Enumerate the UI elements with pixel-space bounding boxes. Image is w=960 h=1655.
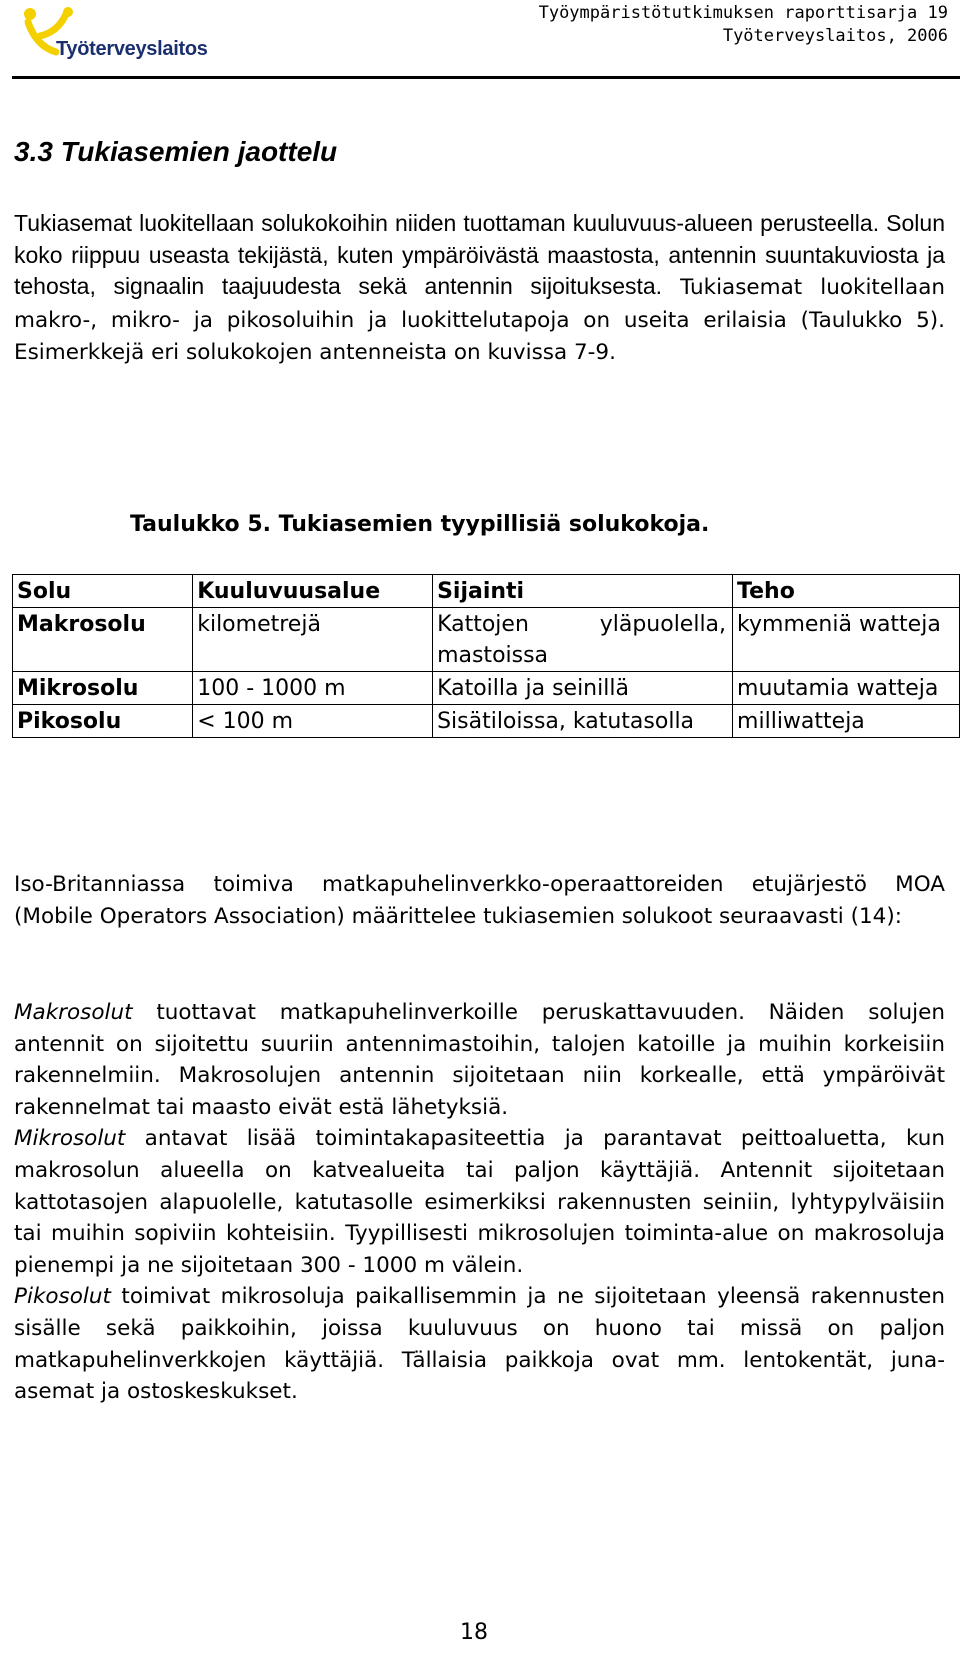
section-heading: 3.3 Tukiasemien jaottelu [14, 136, 338, 167]
definition-text: toimivat mikrosoluja paikallisemmin ja ne sijoitetaan yleensä rakennusten sisälle sekä paikkoihin, joissa kuuluvuus on huono tai missä on paljon matkapuhelinverkkojen käyttäjiä. Tällaisia paikkoja ovat mm. lentokentät, juna-asemat ja ostoskeskukset. [14, 1284, 945, 1405]
table-row [13, 672, 960, 705]
table-cell: Sisätiloissa, katutasolla [433, 705, 733, 738]
page-number: 18 [460, 1620, 488, 1645]
intro-paragraph [14, 208, 945, 369]
table-row [13, 705, 960, 738]
table-cell: kymmeniä watteja [733, 608, 960, 672]
table-cell: Mikrosolu [13, 672, 193, 705]
logo [22, 6, 222, 66]
table-cell: muutamia watteja [733, 672, 960, 705]
definition-mikrosolut [14, 1123, 945, 1281]
table-row [13, 608, 960, 672]
table-cell: < 100 m [193, 705, 433, 738]
table-header-cell: Solu [13, 575, 193, 608]
table-cell: Pikosolu [13, 705, 193, 738]
table-cell: 100 - 1000 m [193, 672, 433, 705]
intro-text-a: Tukiasemat luokitellaan solukokoihin niiden tuottaman kuuluvuus-alueen perusteella. Solun koko riippuu useasta tekijästä, kuten ympäröivästä maastosta, antennin suuntakuviosta ja tehosta, signaalin taajuudesta sekä antennin sijoituksesta. [14, 210, 945, 300]
table-cell: milliwatteja [733, 705, 960, 738]
definition-term: Mikrosolut [14, 1126, 126, 1152]
table-header-cell: Sijainti [433, 575, 733, 608]
table-caption: Taulukko 5. Tukiasemien tyypillisiä solukokoja. [130, 512, 710, 537]
table-cell: Makrosolu [13, 608, 193, 672]
table-cell: Katoilla ja seinillä [433, 672, 733, 705]
page-header [0, 0, 960, 80]
definition-makrosolut [14, 997, 945, 1123]
definition-pikosolut [14, 1281, 945, 1407]
table-header-cell: Teho [733, 575, 960, 608]
table-cell: Kattojen yläpuolella, mastoissa [433, 608, 733, 672]
moa-paragraph: Iso-Britanniassa toimiva matkapuhelinverkko-operaattoreiden etujärjestö MOA (Mobile Operators Association) määrittelee tukiasemien solukoot seuraavasti (14): [14, 872, 945, 929]
logo-text: Työterveyslaitos [56, 38, 208, 60]
table-cell: kilometrejä [193, 608, 433, 672]
series-title: Työympäristötutkimuksen raporttisarja 19 [538, 3, 948, 23]
definition-term: Pikosolut [14, 1284, 111, 1310]
header-series-info [539, 2, 948, 48]
table-header-cell: Kuuluvuusalue [193, 575, 433, 608]
cell-size-table [12, 574, 960, 738]
publisher: Työterveyslaitos, 2006 [722, 26, 948, 46]
header-rule [12, 76, 960, 79]
table-header-row [13, 575, 960, 608]
definition-term: Makrosolut [14, 1000, 133, 1025]
cell-definitions [14, 997, 945, 1408]
definition-text: tuottavat matkapuhelinverkoille peruskattavuuden. Näiden solujen antennit on sijoitettu suuriin antennimastoihin, talojen katoille ja muihin korkeisiin rakennelmiin. Makrosolujen antennin sijoitetaan niin korkealle, että ympäröivät rakennelmat tai maasto eivät estä lähetyksiä. [14, 1000, 945, 1120]
definition-text: antavat lisää toimintakapasiteettia ja parantavat peittoaluetta, kun makrosolun alueella on katvealueita tai paljon käyttäjiä. Antennit sijoitetaan kattotasojen alapuolelle, katutasolle esimerkiksi rakennusten seiniin, lyhtypylväisiin tai muihin sopiviin kohteisiin. Tyypillisesti mikrosolujen toiminta-alue on makrosoluja pienempi ja ne sijoitetaan 300 - 1000 m välein. [14, 1126, 945, 1278]
intro-text-b: Tukiasemat luokitellaan makro-, mikro- ja pikosoluihin ja luokittelutapoja on useita erilaisia (Taulukko 5). Esimerkkejä eri solukokojen antenneista on kuvissa 7-9. [14, 275, 946, 366]
